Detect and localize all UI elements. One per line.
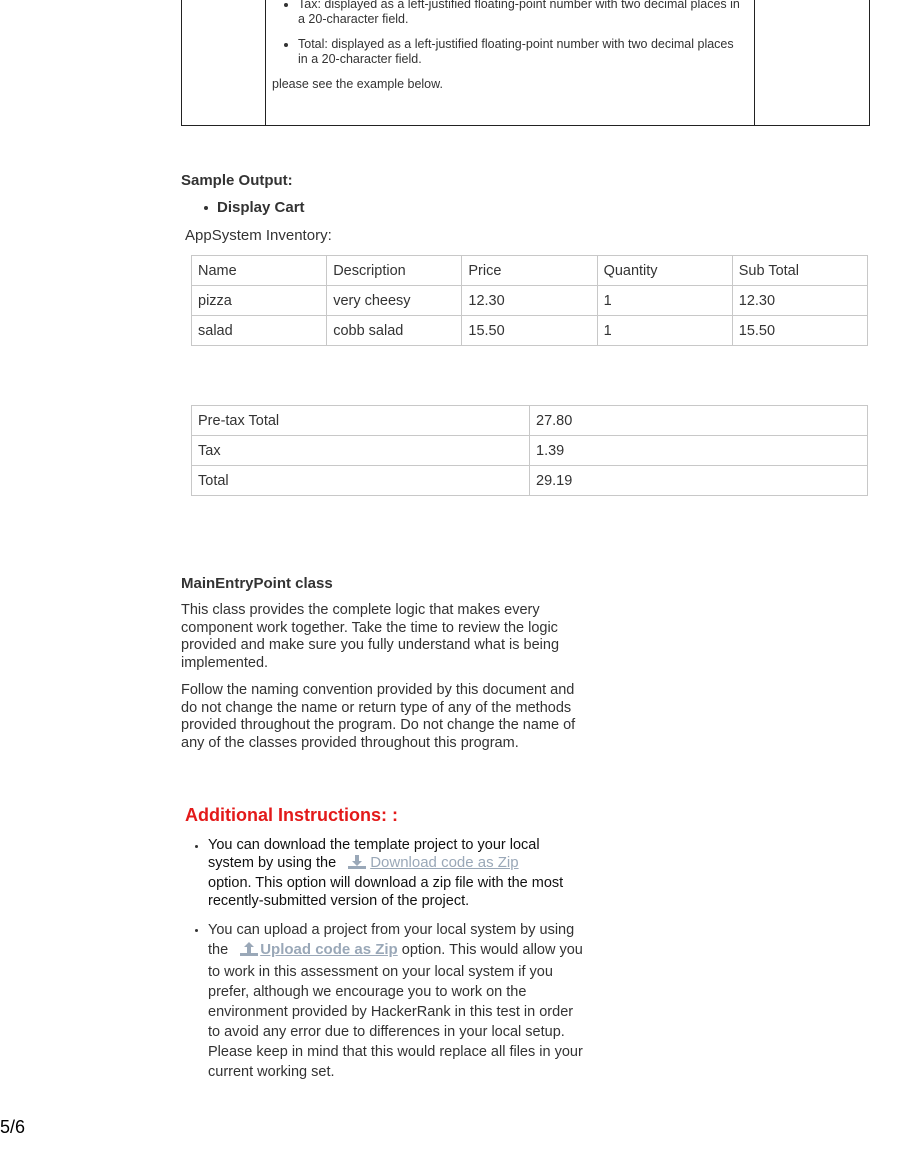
- table-cell: 12.30: [462, 286, 597, 316]
- download-text-after: option. This option will download a zip file with the most recently-submitted version of the project.: [208, 875, 564, 909]
- totals-value: 29.19: [530, 466, 868, 496]
- download-code-link[interactable]: Download code as Zip: [370, 854, 519, 871]
- spec-divider-right: [754, 0, 755, 125]
- table-cell: 15.50: [462, 316, 597, 346]
- upload-icon: [240, 942, 258, 962]
- table-cell: pizza: [192, 286, 327, 316]
- table-cell: 1: [597, 316, 732, 346]
- list-item: [191, 920, 586, 1082]
- page-number: 5/6: [0, 1117, 26, 1137]
- spec-divider-left: [265, 0, 266, 125]
- totals-label: Pre-tax Total: [192, 406, 530, 436]
- cart-header-cell: Price: [462, 256, 597, 286]
- table-cell: salad: [192, 316, 327, 346]
- cart-header-cell: Sub Total: [732, 256, 867, 286]
- bullet-dot: [195, 845, 198, 848]
- display-cart-bullet: [204, 199, 305, 216]
- bullet-dot: [195, 929, 198, 932]
- list-item: [191, 836, 586, 910]
- spec-table-fragment: [181, 0, 870, 126]
- additional-instructions-list: [191, 836, 586, 1082]
- download-text-before: You can download the template project to your local system by using the: [208, 837, 540, 871]
- cart-header-cell: Name: [192, 256, 327, 286]
- table-cell: cobb salad: [327, 316, 462, 346]
- cart-header-cell: Quantity: [597, 256, 732, 286]
- additional-instructions-title: Additional Instructions: :: [185, 805, 398, 825]
- main-entry-paragraph-1: This class provides the complete logic that makes every component work together. Take the time to review the logic provided and make sure you fully understand what is being implemented.: [181, 602, 560, 671]
- spec-note: please see the example below.: [272, 77, 443, 91]
- cart-header-cell: Description: [327, 256, 462, 286]
- table-row: [192, 406, 868, 436]
- spec-tax-line: • Tax: displayed as a left-justified floating-point number with two decimal places in a 20-character field.: [298, 0, 742, 27]
- cart-table: [191, 255, 868, 346]
- table-row: [192, 436, 868, 466]
- inventory-label: AppSystem Inventory:: [185, 227, 332, 244]
- totals-table: [191, 405, 868, 496]
- main-entry-paragraph-2: Follow the naming convention provided by this document and do not change the name or return type of any of the methods provided throughout the program. Do not change the name of any of the classes provided throughout this program.: [181, 682, 576, 751]
- sample-output-title: Sample Output:: [181, 172, 293, 189]
- main-entry-title: MainEntryPoint class: [181, 575, 333, 592]
- table-cell: very cheesy: [327, 286, 462, 316]
- upload-text-before: You can upload a project from your local system by using the: [208, 922, 575, 958]
- table-cell: 15.50: [732, 316, 867, 346]
- totals-value: 1.39: [530, 436, 868, 466]
- totals-value: 27.80: [530, 406, 868, 436]
- upload-code-link[interactable]: Upload code as Zip: [260, 941, 398, 958]
- totals-label: Total: [192, 466, 530, 496]
- spec-total-line: • Total: displayed as a left-justified floating-point number with two decimal places in a 20-character field.: [298, 37, 742, 67]
- cart-header-row: [192, 256, 868, 286]
- bullet-dot: [204, 206, 208, 210]
- spec-description: [272, 0, 742, 91]
- upload-text-after: option. This would allow you to work in this assessment on your local system if you prefer, although we encourage you to work on the environment provided by HackerRank in this test in order to avoid any error due to differences in your local setup. Please keep in mind that this would replace all files in your current working set.: [208, 942, 583, 1080]
- table-row: [192, 286, 868, 316]
- table-row: [192, 316, 868, 346]
- display-cart-label: Display Cart: [217, 199, 305, 216]
- table-cell: 12.30: [732, 286, 867, 316]
- table-row: [192, 466, 868, 496]
- totals-label: Tax: [192, 436, 530, 466]
- download-icon: [348, 855, 366, 874]
- table-cell: 1: [597, 286, 732, 316]
